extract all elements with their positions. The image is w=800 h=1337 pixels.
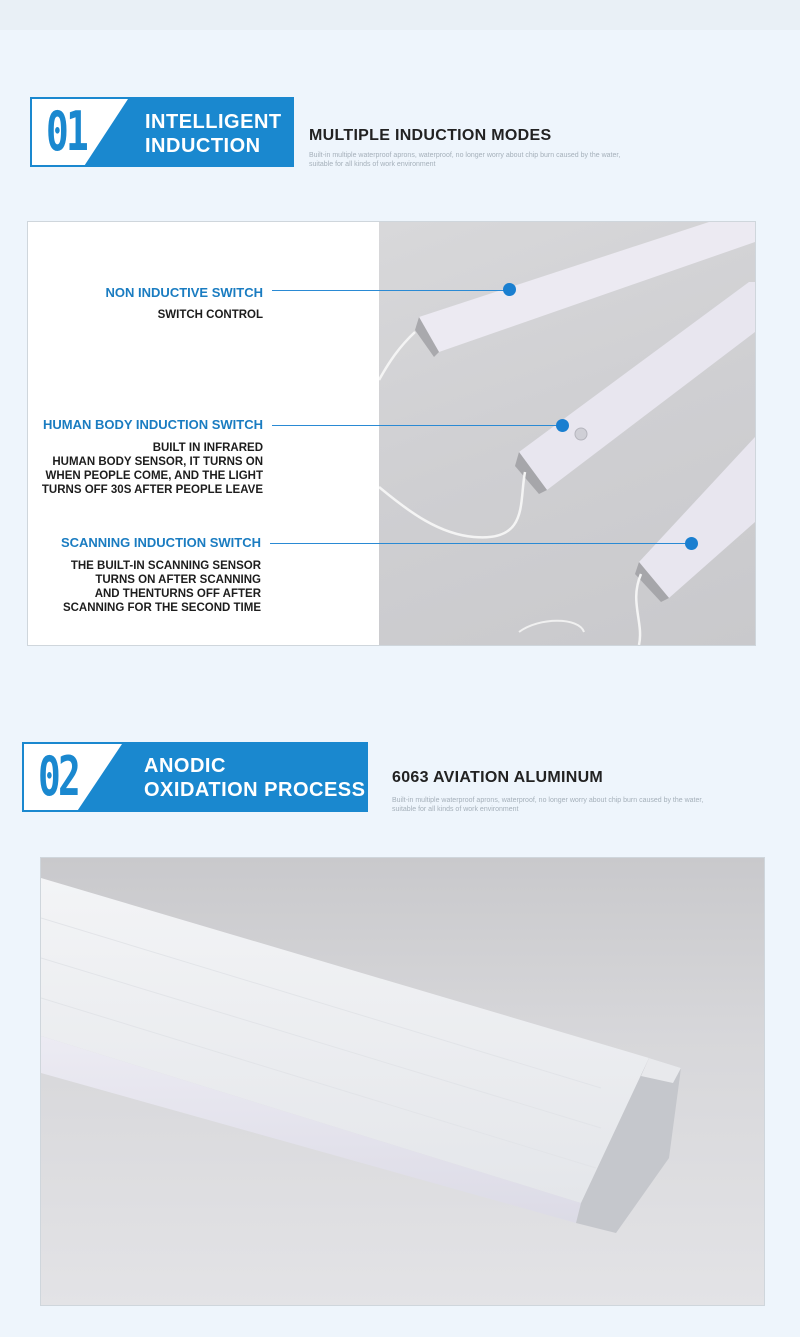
induction-product-photo [379,222,755,645]
label-human-body-title: HUMAN BODY INDUCTION SWITCH [42,417,263,432]
sensor-icon [575,428,587,440]
section2-number: 02 [38,745,78,808]
top-band [0,0,800,30]
light-bars-illustration [379,222,755,645]
blue-dot-marker-2 [556,419,569,432]
cable-coil [519,621,584,632]
pointer-line-3 [270,543,685,544]
section2-badge [22,742,368,812]
section1-number: 01 [46,100,86,163]
aluminum-profile-illustration [41,858,764,1305]
label-scanning-desc-3: AND THENTURNS OFF AFTER [94,588,261,600]
label-human-body-desc-1: BUILT IN INFRARED [152,442,263,454]
section2-title-line2: OXIDATION PROCESS [144,779,366,801]
section1-title-line1: INTELLIGENT [145,111,282,133]
pointer-line-1 [272,290,510,291]
label-human-body-desc-3: WHEN PEOPLE COME, AND THE LIGHT [45,470,263,482]
blue-dot-marker-3 [685,537,698,550]
section2-fine-line1: Built-in multiple waterproof aprons, waterproof, no longer worry about chip burn caused by the water, [392,797,704,804]
section1-fine-line1: Built-in multiple waterproof aprons, waterproof, no longer worry about chip burn caused by the water, [309,152,621,159]
aluminum-product-photo [40,857,765,1306]
pointer-line-2 [272,425,557,426]
label-scanning-desc-1: THE BUILT-IN SCANNING SENSOR [70,560,261,572]
cable-3 [636,574,641,645]
blue-dot-marker-1 [503,283,516,296]
label-non-inductive-desc-1: SWITCH CONTROL [157,309,263,321]
section1-fine-line2: suitable for all kinds of work environment [309,161,436,168]
section1-badge [30,97,294,167]
light-bar-2 [519,282,755,490]
cable-1 [379,332,415,380]
section2-fine-line2: suitable for all kinds of work environment [392,806,519,813]
label-human-body-desc-2: HUMAN BODY SENSOR, IT TURNS ON [52,456,263,468]
label-scanning-title: SCANNING INDUCTION SWITCH [60,535,261,550]
cable-2 [379,472,525,537]
section2-title-line1: ANODIC [144,755,226,777]
label-non-inductive-title: NON INDUCTIVE SWITCH [105,285,263,300]
label-scanning-desc-4: SCANNING FOR THE SECOND TIME [62,602,261,614]
light-bar-3 [639,437,755,598]
induction-modes-panel [27,221,756,646]
section1-title-line2: INDUCTION [145,135,261,157]
label-scanning-desc-2: TURNS ON AFTER SCANNING [95,574,261,586]
section1-subheading: MULTIPLE INDUCTION MODES [309,127,552,144]
label-human-body-desc-4: TURNS OFF 30S AFTER PEOPLE LEAVE [41,484,263,496]
section2-subheading: 6063 AVIATION ALUMINUM [392,769,604,786]
